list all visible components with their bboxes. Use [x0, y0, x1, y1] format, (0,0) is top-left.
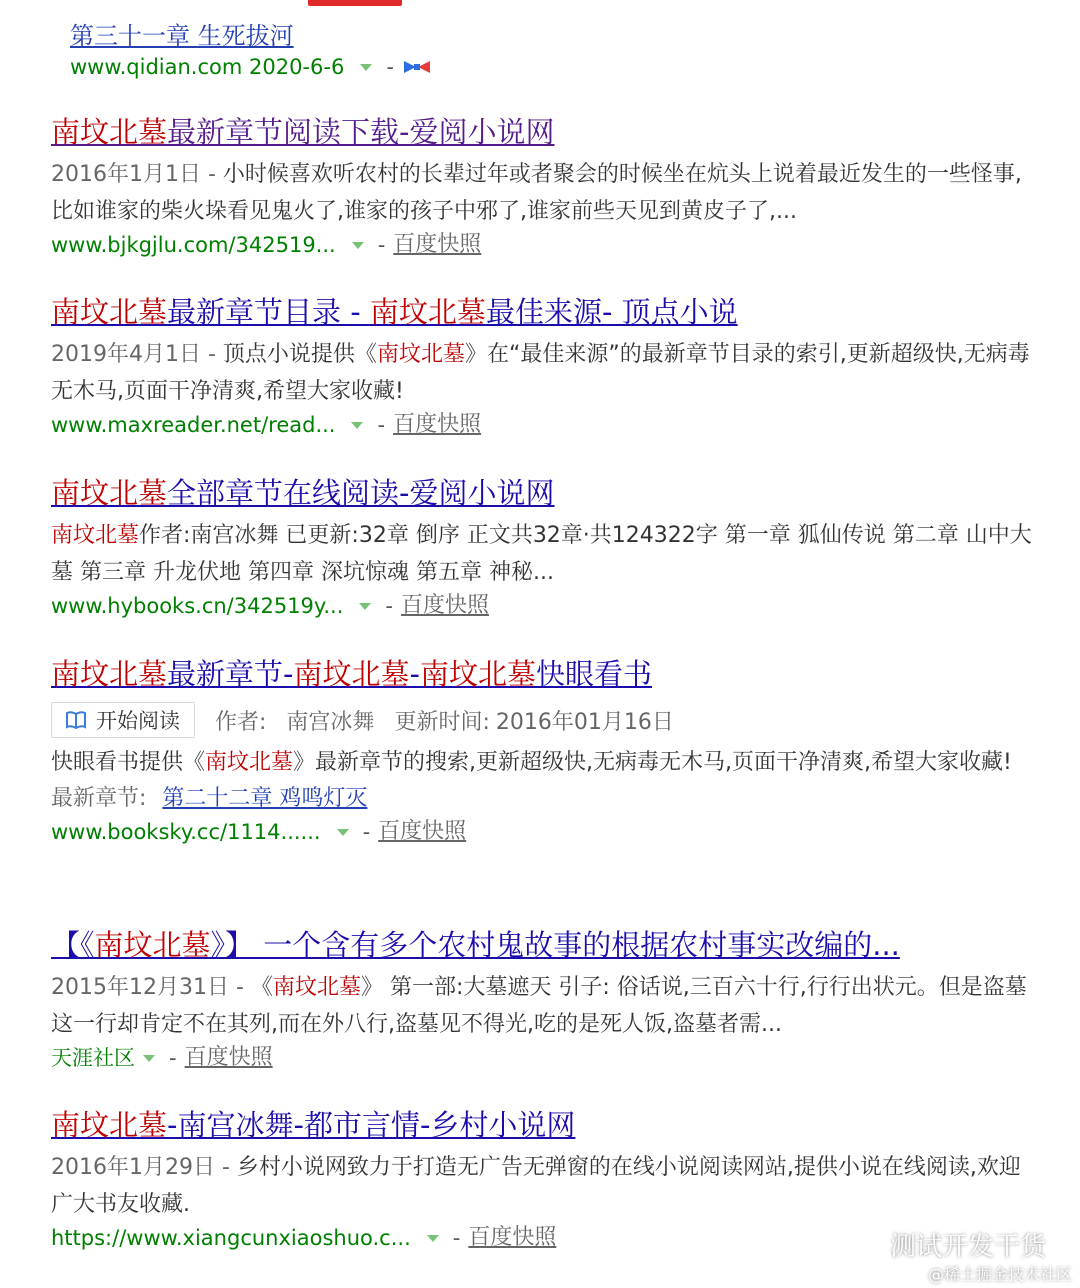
latest-chapter-link[interactable]: 第二十二章 鸡鸣灯灭	[162, 786, 368, 811]
snapshot-link[interactable]: 百度快照	[393, 412, 482, 437]
result-abstract: 2016年1月29日 - 乡村小说网致力于打造无广告无弹窗的在线小说阅读网站,提供小说在线阅读,欢迎广大书友收藏.	[51, 1155, 1021, 1217]
result-title-link[interactable]: 南坟北墓最新章节-南坟北墓-南坟北墓快眼看书	[51, 657, 652, 691]
dropdown-caret-icon[interactable]	[360, 64, 372, 71]
new-badge	[308, 0, 402, 6]
result-url-row: www.maxreader.net/read... - 百度快照	[51, 410, 1040, 440]
result-url[interactable]: www.booksky.cc/1114......	[51, 820, 321, 844]
snapshot-link[interactable]: 百度快照	[184, 1045, 273, 1070]
result-abstract: 2019年4月1日 - 顶点小说提供《南坟北墓》在“最佳来源”的最新章节目录的索引,更新超级快,无病毒无木马,页面干净清爽,希望大家收藏!	[51, 342, 1030, 404]
dropdown-caret-icon[interactable]	[352, 242, 364, 249]
watermark	[844, 1226, 1046, 1263]
result-title-link[interactable]: 南坟北墓-南宫冰舞-都市言情-乡村小说网	[51, 1108, 576, 1142]
wechat-icon	[844, 1230, 880, 1260]
latest-chapter-link[interactable]: 第三十一章 生死拔河	[70, 22, 294, 50]
dropdown-caret-icon[interactable]	[143, 1055, 155, 1062]
top-source-row: www.qidian.com 2020-6-6 -	[70, 52, 432, 82]
snapshot-link[interactable]: 百度快照	[393, 232, 482, 257]
dropdown-caret-icon[interactable]	[359, 603, 371, 610]
result-url-row: www.hybooks.cn/342519y... - 百度快照	[51, 591, 1040, 621]
result-abstract: 快眼看书提供《南坟北墓》最新章节的搜索,更新超级快,无病毒无木马,页面干净清爽,希望大家收藏!	[51, 750, 1012, 775]
snapshot-link[interactable]: 百度快照	[378, 819, 467, 844]
dropdown-caret-icon[interactable]	[337, 829, 349, 836]
result-url[interactable]: www.hybooks.cn/342519y...	[51, 594, 344, 618]
source-url[interactable]: www.qidian.com 2020-6-6	[70, 55, 345, 79]
result-url[interactable]: www.maxreader.net/read...	[51, 413, 336, 437]
result-url-row: www.booksky.cc/1114...... - 百度快照	[51, 817, 1040, 847]
snapshot-link[interactable]: 百度快照	[468, 1225, 557, 1250]
ribbon-icon	[402, 58, 432, 76]
result-url-row: 天涯社区 - 百度快照	[51, 1043, 1040, 1073]
result-title-link[interactable]: 南坟北墓最新章节阅读下载-爱阅小说网	[51, 115, 555, 149]
author-label: 作者:	[215, 709, 267, 735]
book-meta-row	[51, 700, 1040, 740]
result-url[interactable]: https://www.xiangcunxiaoshuo.c...	[51, 1226, 411, 1250]
search-result	[51, 475, 1040, 621]
open-book-icon	[66, 711, 86, 729]
result-url-row: www.bjkgjlu.com/342519... - 百度快照	[51, 230, 1040, 260]
result-url[interactable]: 天涯社区	[51, 1046, 135, 1070]
dropdown-caret-icon[interactable]	[351, 422, 363, 429]
search-result	[51, 294, 1040, 440]
search-result	[51, 656, 1040, 847]
result-url-row: https://www.xiangcunxiaoshuo.c... - 百度快照	[51, 1223, 1040, 1253]
watermark-name: 测试开发干货	[889, 1232, 1046, 1262]
start-reading-button[interactable]: 开始阅读	[51, 702, 195, 738]
result-abstract: 南坟北墓作者:南宫冰舞 已更新:32章 倒序 正文共32章·共124322字 第一章 狐仙传说 第二章 山中大墓 第三章 升龙伏地 第四章 深坑惊魂 第五章 神秘...	[51, 523, 1032, 585]
watermark-sub: @稀土掘金技术社区	[927, 1265, 1072, 1284]
search-result	[51, 927, 1040, 1073]
update-value: 2016年01月16日	[495, 709, 674, 735]
search-result	[51, 114, 1040, 260]
snapshot-link[interactable]: 百度快照	[400, 593, 489, 618]
author-value: 南宫冰舞	[286, 709, 375, 735]
result-title-link[interactable]: 南坟北墓最新章节目录 - 南坟北墓最佳来源- 顶点小说	[51, 295, 738, 329]
result-abstract: 2016年1月1日 - 小时候喜欢听农村的长辈过年或者聚会的时候坐在炕头上说着最近发生的一些怪事,比如谁家的柴火垛看见鬼火了,谁家的孩子中邪了,谁家前些天见到黄皮子了,...	[51, 162, 1022, 224]
result-url[interactable]: www.bjkgjlu.com/342519...	[51, 233, 336, 257]
dropdown-caret-icon[interactable]	[427, 1235, 439, 1242]
result-title-link[interactable]: 【《南坟北墓》】 一个含有多个农村鬼故事的根据农村事实改编的...	[51, 928, 900, 962]
result-title-link[interactable]: 南坟北墓全部章节在线阅读-爱阅小说网	[51, 476, 555, 510]
update-label: 更新时间:	[394, 709, 490, 735]
latest-chapter-row: 最新章节: 第二十二章 鸡鸣灯灭	[51, 786, 368, 811]
result-abstract: 2015年12月31日 - 《南坟北墓》 第一部:大墓遮天 引子: 俗话说,三百六十行,行行出状元。但是盗墓这一行却肯定不在其列,而在外八行,盗墓见不得光,吃的是死人饭,盗墓者需...	[51, 975, 1027, 1037]
